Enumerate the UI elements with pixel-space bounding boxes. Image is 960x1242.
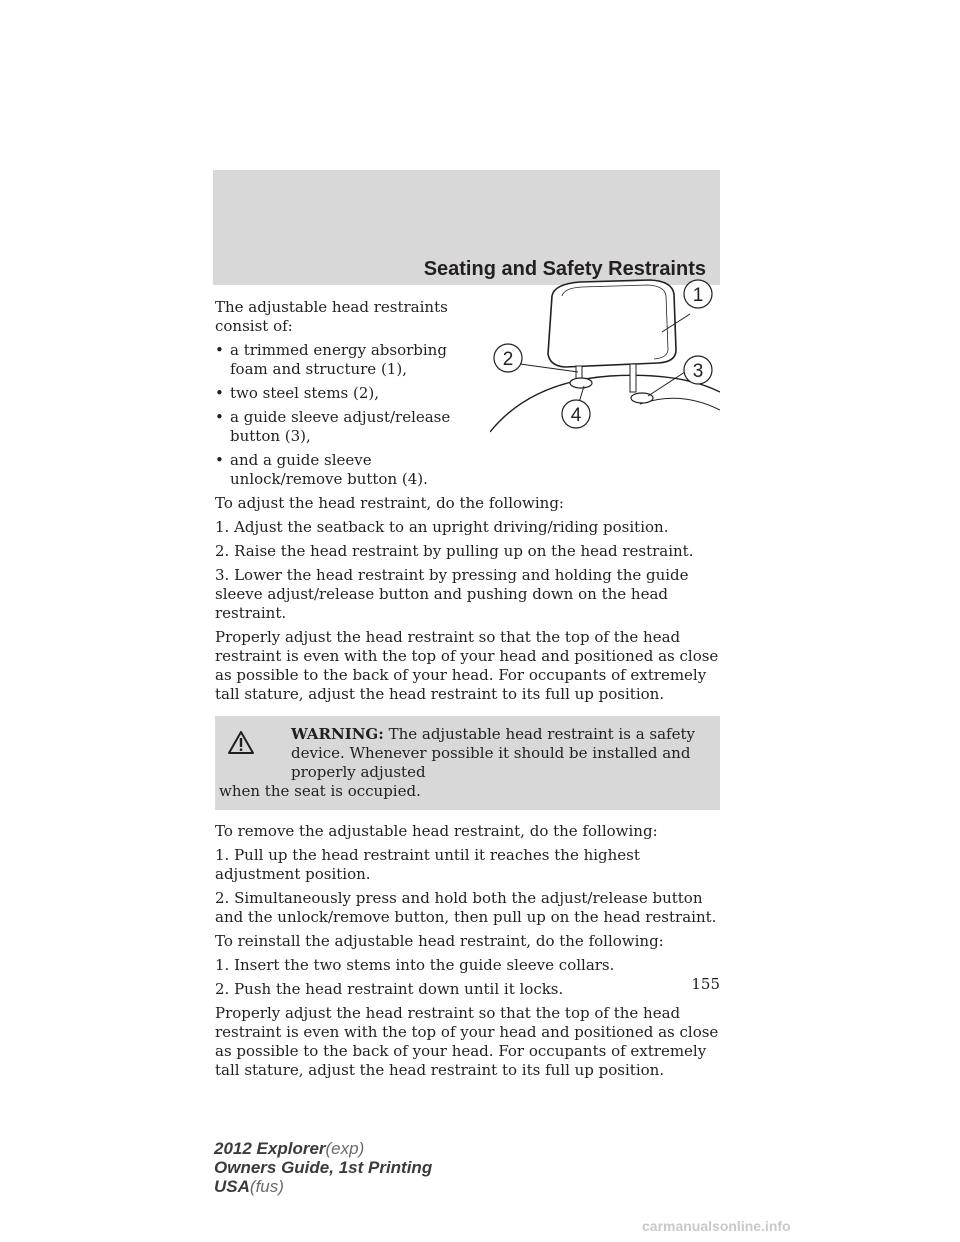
list-item-text: and a guide sleeve unlock/remove button (4).	[230, 451, 428, 488]
callout-3: 3	[692, 361, 704, 382]
footer-market: USA	[214, 1177, 250, 1196]
bullet: •	[215, 451, 224, 469]
footer	[214, 1139, 432, 1196]
warning-box	[215, 716, 720, 810]
list-item-text: a trimmed energy absorbing foam and structure (1),	[230, 341, 447, 378]
footer-market-code: (fus)	[249, 1177, 284, 1196]
warning-continuation: when the seat is occupied.	[219, 782, 421, 800]
warning-triangle-icon	[227, 730, 255, 755]
section-header-band	[213, 170, 720, 285]
bullet: •	[215, 408, 224, 426]
bullet: •	[215, 341, 224, 359]
bullet: •	[215, 384, 224, 402]
callout-1: 1	[692, 285, 704, 306]
watermark: carmanualsonline.info	[642, 1218, 791, 1234]
remove-intro: To remove the adjustable head restraint, do the following:	[215, 822, 658, 840]
adjust-step: 3. Lower the head restraint by pressing and holding the guide sleeve adjust/release button and pushing down on the head restraint.	[215, 566, 689, 622]
footer-guide: Owners Guide, 1st Printing	[214, 1158, 433, 1177]
remove-step: 1. Pull up the head restraint until it reaches the highest adjustment position.	[215, 846, 640, 883]
page-number: 155	[691, 975, 720, 993]
footer-model-code: (exp)	[325, 1139, 365, 1158]
reinstall-step: 2. Push the head restraint down until it locks.	[215, 980, 564, 998]
intro-paragraph: The adjustable head restraints consist of:	[215, 298, 448, 335]
list-item	[215, 451, 465, 489]
callout-2: 2	[502, 349, 514, 370]
list-item	[215, 384, 465, 403]
adjust-note: Properly adjust the head restraint so that the top of the head restraint is even with the top of your head and positioned as close as possible to the back of your head. For occupants of extremely tall stature, adjust the head restraint to its full up position.	[215, 628, 719, 703]
adjust-step: 1. Adjust the seatback to an upright driving/riding position.	[215, 518, 669, 536]
section-title: Seating and Safety Restraints	[423, 258, 706, 280]
reinstall-step: 1. Insert the two stems into the guide sleeve collars.	[215, 956, 615, 974]
list-item	[215, 341, 465, 379]
callout-4: 4	[570, 405, 582, 426]
list-item-text: a guide sleeve adjust/release button (3),	[230, 408, 451, 445]
list-item-text: two steel stems (2),	[230, 384, 380, 402]
remove-step: 2. Simultaneously press and hold both the adjust/release button and the unlock/remove button, then pull up on the head restraint.	[215, 889, 717, 926]
warning-text: The adjustable head restraint is a safety device. Whenever possible it should be installed and properly adjusted	[291, 725, 695, 781]
page-content	[215, 298, 720, 1085]
footer-model: 2012 Explorer	[214, 1139, 326, 1158]
parts-list	[215, 341, 465, 489]
adjust-intro: To adjust the head restraint, do the following:	[215, 494, 564, 512]
list-item	[215, 408, 465, 446]
reinstall-intro: To reinstall the adjustable head restraint, do the following:	[215, 932, 664, 950]
warning-label: WARNING:	[291, 725, 384, 743]
adjust-step: 2. Raise the head restraint by pulling up on the head restraint.	[215, 542, 694, 560]
reinstall-note: Properly adjust the head restraint so that the top of the head restraint is even with the top of your head and positioned as close as possible to the back of your head. For occupants of extremely tall stature, adjust the head restraint to its full up position.	[215, 1004, 719, 1079]
